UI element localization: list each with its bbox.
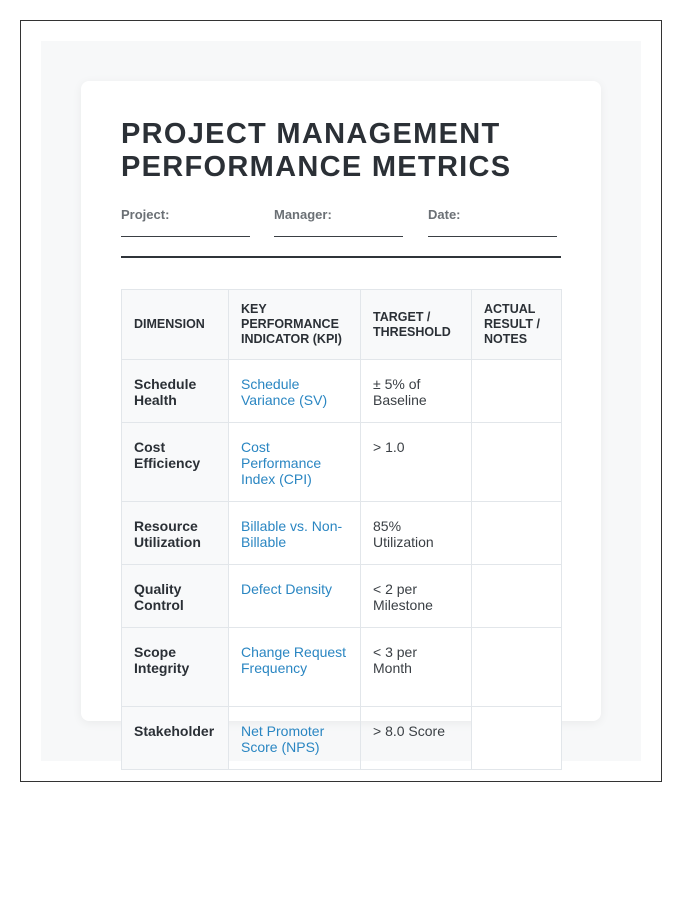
column-header-dimension: DIMENSION bbox=[122, 290, 229, 360]
actual-result-cell[interactable] bbox=[472, 360, 562, 423]
dimension-cell: Quality Control bbox=[122, 565, 229, 628]
header-divider bbox=[121, 256, 561, 258]
table-row bbox=[122, 423, 562, 502]
table-row bbox=[122, 502, 562, 565]
actual-result-cell[interactable] bbox=[472, 423, 562, 502]
project-field[interactable] bbox=[121, 206, 250, 237]
table-row bbox=[122, 628, 562, 707]
kpi-cell: Billable vs. Non-Billable bbox=[229, 502, 361, 565]
manager-field[interactable] bbox=[274, 206, 403, 237]
table-row bbox=[122, 360, 562, 423]
target-cell: < 2 per Milestone bbox=[361, 565, 472, 628]
date-label: Date: bbox=[428, 207, 461, 222]
date-field[interactable] bbox=[428, 206, 557, 237]
kpi-cell: Cost Performance Index (CPI) bbox=[229, 423, 361, 502]
target-cell: > 8.0 Score bbox=[361, 707, 472, 770]
table-header-row bbox=[122, 290, 562, 360]
target-cell: < 3 per Month bbox=[361, 628, 472, 707]
actual-result-cell[interactable] bbox=[472, 628, 562, 707]
table-row bbox=[122, 707, 562, 770]
dimension-cell: Stakeholder bbox=[122, 707, 229, 770]
dimension-cell: Scope Integrity bbox=[122, 628, 229, 707]
actual-result-cell[interactable] bbox=[472, 502, 562, 565]
kpi-cell: Schedule Variance (SV) bbox=[229, 360, 361, 423]
actual-result-cell[interactable] bbox=[472, 565, 562, 628]
kpi-cell: Change Request Frequency bbox=[229, 628, 361, 707]
kpi-cell: Defect Density bbox=[229, 565, 361, 628]
kpi-table bbox=[121, 289, 562, 770]
target-cell: 85% Utilization bbox=[361, 502, 472, 565]
target-cell: > 1.0 bbox=[361, 423, 472, 502]
document-title: PROJECT MANAGEMENT PERFORMANCE METRICS bbox=[121, 118, 512, 183]
kpi-cell: Net Promoter Score (NPS) bbox=[229, 707, 361, 770]
manager-label: Manager: bbox=[274, 207, 332, 222]
column-header-actual: ACTUAL RESULT / NOTES bbox=[472, 290, 562, 360]
dimension-cell: Resource Utilization bbox=[122, 502, 229, 565]
table-row bbox=[122, 565, 562, 628]
dimension-cell: Cost Efficiency bbox=[122, 423, 229, 502]
target-cell: ± 5% of Baseline bbox=[361, 360, 472, 423]
project-label: Project: bbox=[121, 207, 170, 222]
column-header-kpi: KEY PERFORMANCE INDICATOR (KPI) bbox=[229, 290, 361, 360]
column-header-target: TARGET / THRESHOLD bbox=[361, 290, 472, 360]
actual-result-cell[interactable] bbox=[472, 707, 562, 770]
dimension-cell: Schedule Health bbox=[122, 360, 229, 423]
